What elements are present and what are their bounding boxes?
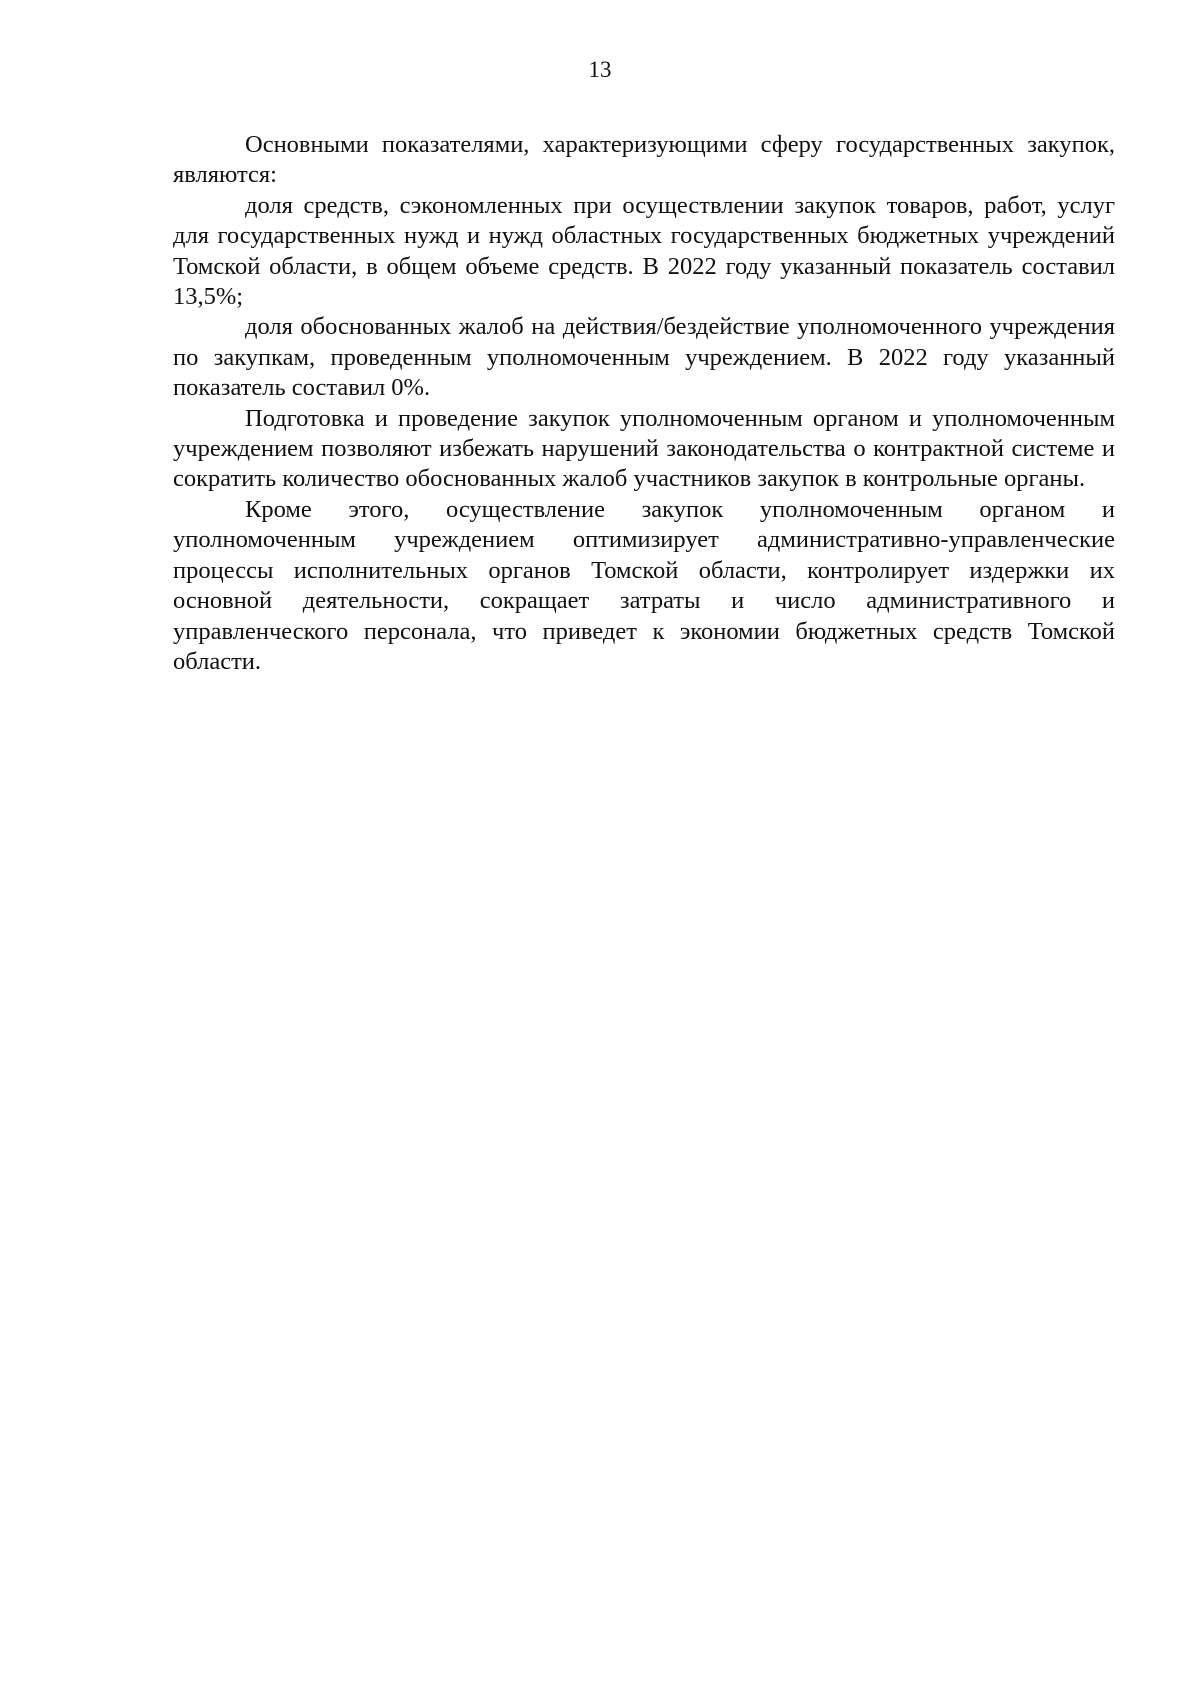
paragraph-indicators-intro: Основными показателями, характеризующими сферу государственных закупок, являются:	[173, 131, 1115, 189]
paragraph-optimization: Кроме этого, осуществление закупок уполномоченным органом и уполномоченным учреждением оптимизирует административно-управленческие процессы исполнительных органов Томской области, контролирует издержки их основной деятельности, сокращает затраты и число административного и управленческого персонала, что приведет к экономии бюджетных средств Томской области.	[173, 495, 1115, 675]
paragraph-complaints-share: доля обоснованных жалоб на действия/бездействие уполномоченного учреждения по закупкам, проведенным уполномоченным учреждением. В 2022 году указанный показатель составил 0%.	[173, 313, 1115, 402]
document-body	[173, 130, 1115, 677]
paragraph-savings-share: доля средств, сэкономленных при осуществлении закупок товаров, работ, услуг для государственных нужд и нужд областных государственных бюджетных учреждений Томской области, в общем объеме средств. В 2022 году указанный показатель составил 13,5%;	[173, 191, 1115, 311]
page-number: 13	[588, 57, 612, 82]
paragraph-procurement-preparation: Подготовка и проведение закупок уполномоченным органом и уполномоченным учреждением позволяют избежать нарушений законодательства о контрактной системе и сократить количество обоснованных жалоб участников закупок в контрольные органы.	[173, 404, 1115, 493]
